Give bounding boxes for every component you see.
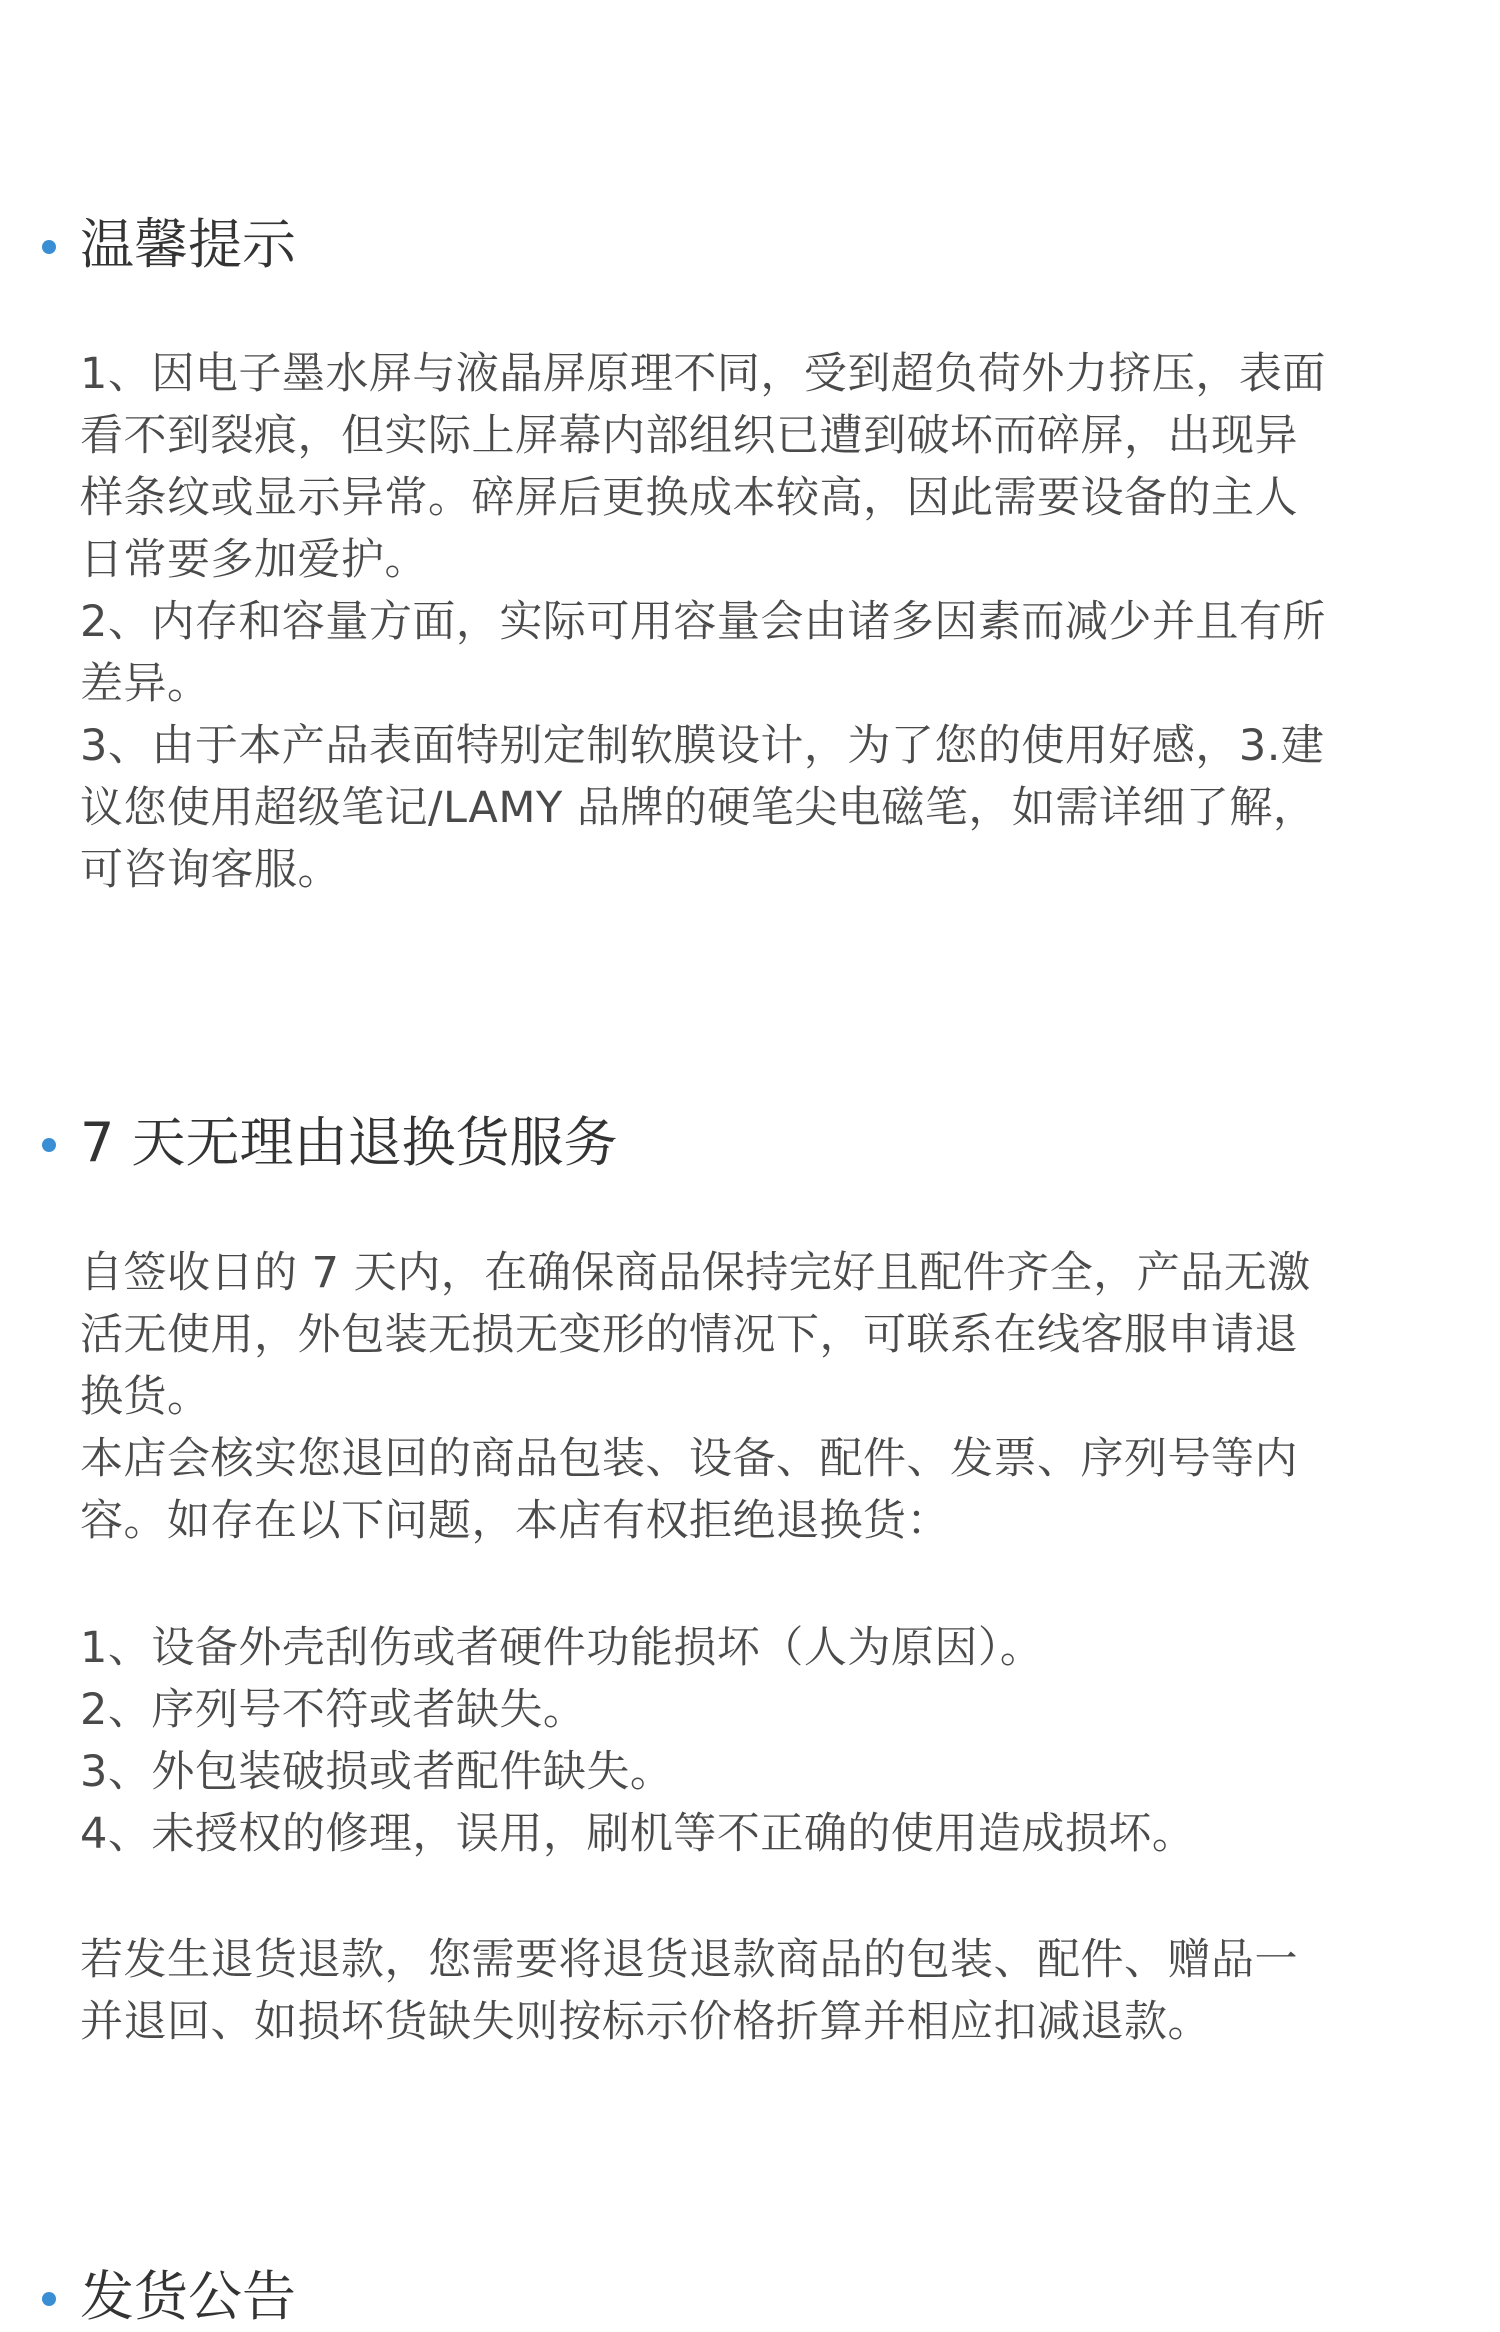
tips-paragraph: [80, 343, 1425, 901]
list-item: 2、序列号不符或者缺失。: [80, 1685, 587, 1735]
section-title: 发货公告: [80, 2265, 296, 2328]
text-line: 差异。: [80, 659, 211, 709]
section-heading: [0, 1108, 1500, 1178]
text-line: 日常要多加爱护。: [80, 535, 428, 585]
text-line: 若发生退货退款，您需要将退货退款商品的包装、配件、赠品一: [80, 1935, 1298, 1985]
list-item: 4、未授权的修理，误用，刷机等不正确的使用造成损坏。: [80, 1809, 1196, 1859]
text-line: 容。如存在以下问题，本店有权拒绝退换货：: [80, 1496, 950, 1546]
list-item: 1、设备外壳刮伤或者硬件功能损坏（人为原因）。: [80, 1623, 1044, 1673]
text-line: 本店会核实您退回的商品包装、设备、配件、发票、序列号等内: [80, 1434, 1298, 1484]
bullet-dot-icon: [42, 240, 56, 254]
section-heading: [0, 210, 1500, 280]
section-title: 温馨提示: [80, 213, 296, 276]
text-line: 样条纹或显示异常。碎屏后更换成本较高，因此需要设备的主人: [80, 473, 1298, 523]
text-line: 并退回、如损坏货缺失则按标示价格折算并相应扣减退款。: [80, 1997, 1211, 2047]
bullet-dot-icon: [42, 2292, 56, 2306]
bullet-dot-icon: [42, 1138, 56, 1152]
refund-paragraph: [80, 1929, 1425, 2053]
text-line: 可咨询客服。: [80, 845, 341, 895]
text-line: 1、因电子墨水屏与液晶屏原理不同，受到超负荷外力挤压，表面: [80, 349, 1326, 399]
list-item: 3、外包装破损或者配件缺失。: [80, 1747, 674, 1797]
return-conditions-list: [80, 1617, 1425, 1865]
text-line: 换货。: [80, 1372, 211, 1422]
section-title: 7 天无理由退换货服务: [80, 1111, 618, 1174]
text-line: 看不到裂痕，但实际上屏幕内部组织已遭到破坏而碎屏，出现异: [80, 411, 1298, 461]
text-line: 自签收日的 7 天内，在确保商品保持完好且配件齐全，产品无激: [80, 1248, 1311, 1298]
return-intro-paragraph: [80, 1242, 1425, 1552]
text-line: 3、由于本产品表面特别定制软膜设计，为了您的使用好感，3.建: [80, 721, 1325, 771]
text-line: 议您使用超级笔记/LAMY 品牌的硬笔尖电磁笔，如需详细了解，: [80, 783, 1317, 833]
text-line: 2、内存和容量方面，实际可用容量会由诸多因素而减少并且有所: [80, 597, 1326, 647]
text-line: 活无使用，外包装无损无变形的情况下，可联系在线客服申请退: [80, 1310, 1298, 1360]
